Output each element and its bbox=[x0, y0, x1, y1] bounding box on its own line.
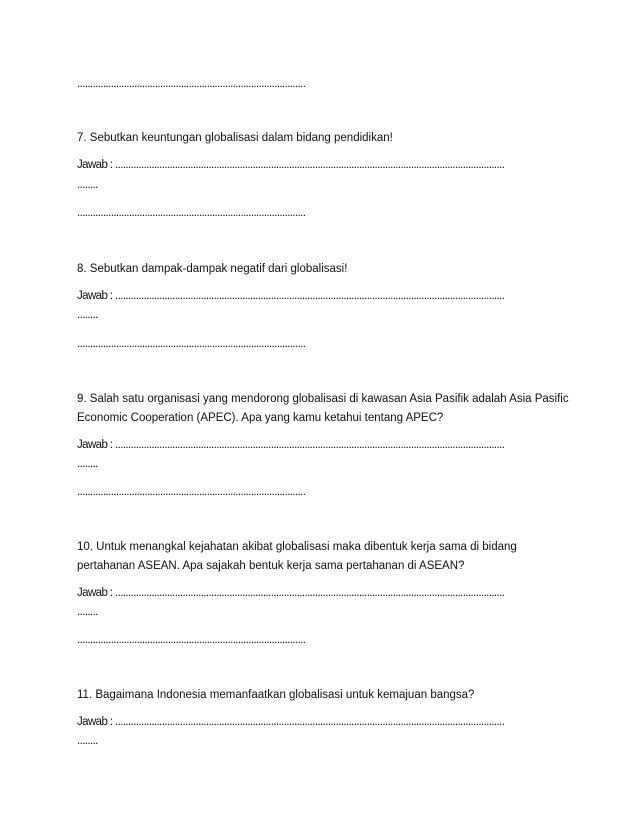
question-8-answer-extra-line: ........................................................................................ bbox=[77, 338, 306, 350]
question-11-text: 11. Bagaimana Indonesia memanfaatkan globalisasi untuk kemajuan bangsa? bbox=[77, 689, 475, 701]
question-7-answer-line: Jawab : ...................................................................................................................................................... bbox=[77, 159, 505, 171]
question-10-answer-extra-line: ........................................................................................ bbox=[77, 634, 306, 646]
question-8-text: 8. Sebutkan dampak-dampak negatif dari globalisasi! bbox=[77, 263, 348, 275]
question-10-text-line-2: pertahanan ASEAN. Apa sajakah bentuk kerja sama pertahanan di ASEAN? bbox=[77, 560, 465, 572]
question-9-text-line-1: 9. Salah satu organisasi yang mendorong globalisasi di kawasan Asia Pasifik adalah Asia Pasific bbox=[77, 393, 569, 405]
question-9-text-line-2: Economic Cooperation (APEC). Apa yang kamu ketahui tentang APEC? bbox=[77, 412, 444, 424]
question-8-answer-continuation: ........ bbox=[77, 309, 98, 321]
question-10-text-line-1: 10. Untuk menangkal kejahatan akibat globalisasi maka dibentuk kerja sama di bidang bbox=[77, 541, 517, 553]
question-11-answer-line: Jawab : ...................................................................................................................................................... bbox=[77, 716, 505, 728]
question-7-text: 7. Sebutkan keuntungan globalisasi dalam bidang pendidikan! bbox=[77, 132, 393, 144]
question-10-answer-continuation: ........ bbox=[77, 606, 98, 618]
question-9-answer-line: Jawab : ...................................................................................................................................................... bbox=[77, 439, 505, 451]
question-8-answer-line: Jawab : ...................................................................................................................................................... bbox=[77, 290, 505, 302]
question-7-answer-extra-line: ........................................................................................ bbox=[77, 207, 306, 219]
question-9-answer-continuation: ........ bbox=[77, 458, 98, 470]
question-9-answer-extra-line: ........................................................................................ bbox=[77, 486, 306, 498]
answer-dotted-line: ........................................................................................ bbox=[77, 78, 306, 90]
question-11-answer-continuation: ........ bbox=[77, 735, 98, 747]
question-10-answer-line: Jawab : ...................................................................................................................................................... bbox=[77, 587, 505, 599]
question-7-answer-continuation: ........ bbox=[77, 179, 98, 191]
